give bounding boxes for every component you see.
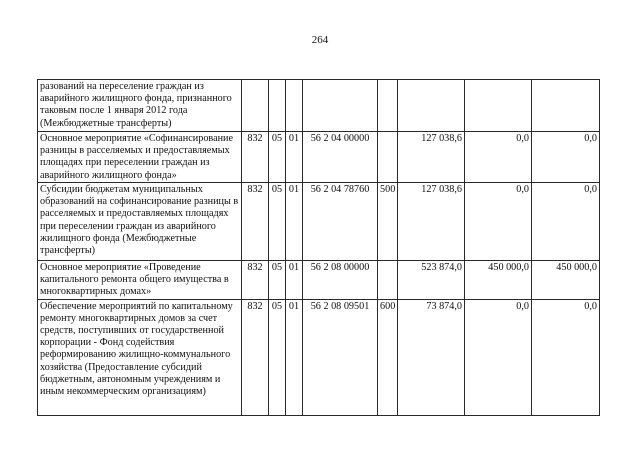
amount-year-2: 0,0 — [465, 183, 532, 261]
expense-type-code: 600 — [378, 299, 398, 415]
amount-year-3: 0,0 — [532, 132, 600, 183]
row-name: Субсидии бюджетам муниципальных образований на софинансирование разницы в расселяемых и предоставляемых площадях при переселении граждан из аварийного жилищного фонда (Межбюджетные трансферты) — [38, 183, 242, 261]
row-name: разований на переселение граждан из аварийного жилищного фонда, признанного таковым после 1 января 2012 года (Межбюджетные трансферты) — [38, 80, 242, 132]
section-code: 05 — [269, 299, 286, 415]
row-name: Основное мероприятие «Софинансирование разницы в расселяемых и предоставляемых площадях при переселении граждан из аварийного жилищного фонда» — [38, 132, 242, 183]
table-row — [38, 299, 600, 415]
grbs-code — [242, 80, 269, 132]
amount-year-3: 0,0 — [532, 183, 600, 261]
target-article-code: 56 2 04 78760 — [303, 183, 378, 261]
subsection-code: 01 — [286, 299, 303, 415]
amount-year-1 — [398, 80, 465, 132]
subsection-code — [286, 80, 303, 132]
budget-table — [37, 79, 600, 416]
subsection-code: 01 — [286, 132, 303, 183]
section-code: 05 — [269, 132, 286, 183]
amount-year-3: 0,0 — [532, 299, 600, 415]
amount-year-2: 450 000,0 — [465, 261, 532, 300]
target-article-code — [303, 80, 378, 132]
table-row — [38, 132, 600, 183]
amount-year-1: 73 874,0 — [398, 299, 465, 415]
row-name: Обеспечение мероприятий по капитальному ремонту многоквартирных домов за счет средств, поступивших от государственной корпорации - Фонд содействия реформированию жилищно-коммунального хозяйства (Предоставление субсидий бюджетным, автономным учреждениям и иным некоммерческим организациям) — [38, 299, 242, 415]
grbs-code: 832 — [242, 261, 269, 300]
amount-year-1: 127 038,6 — [398, 183, 465, 261]
page-number: 264 — [311, 34, 329, 46]
target-article-code: 56 2 04 00000 — [303, 132, 378, 183]
section-code — [269, 80, 286, 132]
target-article-code: 56 2 08 09501 — [303, 299, 378, 415]
section-code: 05 — [269, 261, 286, 300]
subsection-code: 01 — [286, 183, 303, 261]
grbs-code: 832 — [242, 183, 269, 261]
grbs-code: 832 — [242, 132, 269, 183]
amount-year-2: 0,0 — [465, 299, 532, 415]
amount-year-3: 450 000,0 — [532, 261, 600, 300]
amount-year-1: 127 038,6 — [398, 132, 465, 183]
row-name: Основное мероприятие «Проведение капитального ремонта общего имущества в многоквартирных домах» — [38, 261, 242, 300]
amount-year-2 — [465, 80, 532, 132]
amount-year-2: 0,0 — [465, 132, 532, 183]
table-row — [38, 80, 600, 132]
expense-type-code — [378, 261, 398, 300]
grbs-code: 832 — [242, 299, 269, 415]
amount-year-1: 523 874,0 — [398, 261, 465, 300]
expense-type-code — [378, 80, 398, 132]
table-row — [38, 261, 600, 300]
expense-type-code: 500 — [378, 183, 398, 261]
expense-type-code — [378, 132, 398, 183]
amount-year-3 — [532, 80, 600, 132]
table-row — [38, 183, 600, 261]
section-code: 05 — [269, 183, 286, 261]
subsection-code: 01 — [286, 261, 303, 300]
target-article-code: 56 2 08 00000 — [303, 261, 378, 300]
